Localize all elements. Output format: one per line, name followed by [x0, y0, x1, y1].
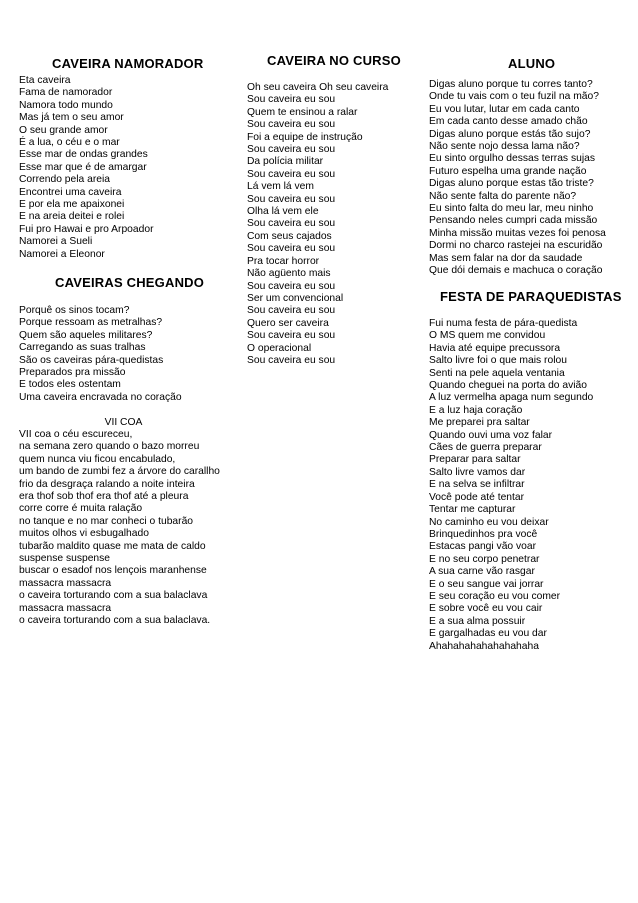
- lyric-line: Uma caveira encravada no coração: [19, 391, 182, 403]
- lyric-line: Quando ouvi uma voz falar: [429, 429, 553, 441]
- lyric-line: A sua carne vão rasgar: [429, 566, 535, 578]
- lyric-line: Não sente nojo dessa lama não?: [429, 141, 580, 153]
- lyric-line: Sou caveira eu sou: [247, 305, 336, 317]
- lyric-line: Porque ressoam as metralhas?: [19, 317, 163, 329]
- lyric-line: Eta caveira: [19, 75, 71, 86]
- lyric-line: Correndo pela areia: [19, 174, 111, 186]
- lyric-line: Fama de namorador: [19, 87, 113, 99]
- lyric-line: Senti na pele aquela ventania: [429, 367, 565, 379]
- lyric-line: Sou caveira eu sou: [247, 193, 336, 205]
- lyric-line: São os caveiras pára-quedistas: [19, 354, 164, 366]
- lyric-line: Onde tu vais com o teu fuzil na mão?: [429, 91, 599, 103]
- lyric-line: Sou caveira eu sou: [247, 330, 336, 342]
- lyrics-caveiras-chegando: [19, 305, 182, 404]
- title-caveira-no-curso: CAVEIRA NO CURSO: [267, 53, 401, 68]
- lyric-line: corre corre é muita ralação: [19, 503, 143, 515]
- lyric-line: VII coa o céu escureceu,: [19, 429, 133, 440]
- lyrics-festa-de-paraquedistas: [429, 318, 593, 653]
- lyric-line: Oh seu caveira Oh seu caveira: [247, 82, 389, 93]
- lyric-line: muitos olhos vi esbugalhado: [19, 528, 149, 540]
- lyric-line: Preparar para saltar: [429, 454, 521, 466]
- lyric-line: Sou caveira eu sou: [247, 354, 336, 366]
- lyric-line: Sou caveira eu sou: [247, 94, 336, 106]
- lyric-line: E por ela me apaixonei: [19, 199, 125, 211]
- lyric-line: Em cada canto desse amado chão: [429, 116, 588, 128]
- lyric-line: Sou caveira eu sou: [247, 144, 336, 156]
- lyric-line: Quem te ensinou a ralar: [247, 106, 358, 118]
- lyric-line: Olha lá vem ele: [247, 206, 319, 218]
- lyric-line: Foi a equipe de instrução: [247, 131, 363, 143]
- lyric-line: Digas aluno porque estás tão sujo?: [429, 128, 591, 140]
- lyrics-caveira-namorador: [19, 75, 154, 261]
- lyric-line: E o seu sangue vai jorrar: [429, 578, 544, 590]
- lyric-line: Esse mar de ondas grandes: [19, 149, 148, 161]
- lyric-line: No caminho eu vou deixar: [429, 516, 549, 528]
- lyric-line: O seu grande amor: [19, 124, 108, 136]
- lyric-line: Sou caveira eu sou: [247, 218, 336, 230]
- lyric-line: Você pode até tentar: [429, 491, 525, 503]
- lyric-line: Porquê os sinos tocam?: [19, 305, 130, 316]
- lyric-line: Quero ser caveira: [247, 317, 329, 329]
- lyric-line: Sou caveira eu sou: [247, 243, 336, 255]
- lyric-line: Estacas pangi vão voar: [429, 541, 537, 553]
- lyric-line: Que dói demais e machuca o coração: [429, 265, 603, 277]
- lyric-line: Sou caveira eu sou: [247, 168, 336, 180]
- lyric-line: Me preparei pra saltar: [429, 417, 530, 429]
- lyric-line: Pensando neles cumpri cada missão: [429, 215, 598, 227]
- lyric-line: Preparados pra missão: [19, 367, 126, 379]
- lyric-line: Eu vou lutar, lutar em cada canto: [429, 103, 580, 115]
- lyrics-vii-coa: [19, 429, 220, 628]
- lyric-line: Namora todo mundo: [19, 99, 113, 111]
- lyric-line: Minha missão muitas vezes foi penosa: [429, 227, 606, 239]
- lyric-line: no tanque e no mar conheci o tubarão: [19, 515, 194, 527]
- lyric-line: Carregando as suas tralhas: [19, 342, 146, 354]
- lyric-line: E seu coração eu vou comer: [429, 590, 561, 602]
- lyric-line: E na selva se infiltrar: [429, 479, 525, 491]
- lyric-line: buscar o esadof nos lençois maranhense: [19, 565, 207, 577]
- title-caveiras-chegando: CAVEIRAS CHEGANDO: [55, 275, 205, 290]
- lyrics-aluno: [429, 79, 606, 278]
- lyric-line: Não sente falta do parente não?: [429, 190, 577, 202]
- lyric-line: Encontrei uma caveira: [19, 186, 122, 198]
- lyric-line: Lá vem lá vem: [247, 181, 314, 193]
- lyric-line: massacra massacra: [19, 577, 112, 589]
- lyric-line: Quem são aqueles militares?: [19, 329, 153, 341]
- lyric-line: Eu sinto orgulho dessas terras sujas: [429, 153, 595, 165]
- lyric-line: E gargalhadas eu vou dar: [429, 628, 547, 640]
- lyric-line: Não agüento mais: [247, 268, 331, 280]
- lyric-line: Namorei a Eleonor: [19, 248, 105, 260]
- lyric-line: Esse mar que é de amargar: [19, 161, 147, 173]
- lyric-line: E sobre você eu vou cair: [429, 603, 543, 615]
- lyric-line: Salto livre foi o que mais rolou: [429, 355, 567, 367]
- lyric-line: Sou caveira eu sou: [247, 280, 336, 292]
- lyric-line: E no seu corpo penetrar: [429, 553, 540, 565]
- lyric-line: um bando de zumbi fez a árvore do carallho: [19, 466, 220, 478]
- lyric-line: Dormi no charco rastejei na escuridão: [429, 240, 603, 252]
- lyric-line: o caveira torturando com a sua balaclava: [19, 590, 208, 602]
- lyric-line: Pra tocar horror: [247, 255, 320, 267]
- lyric-line: suspense suspense: [19, 553, 111, 565]
- lyric-line: Fui pro Hawai e pro Arpoador: [19, 223, 154, 235]
- lyric-line: A luz vermelha apaga num segundo: [429, 392, 594, 404]
- lyric-line: Sou caveira eu sou: [247, 119, 336, 131]
- lyric-line: Tentar me capturar: [429, 504, 516, 516]
- lyric-line: Ser um convencional: [247, 292, 344, 304]
- lyric-line: Ahahahahahahahahaha: [429, 640, 539, 652]
- lyric-line: Eu sinto falta do meu lar, meu ninho: [429, 203, 594, 215]
- lyric-line: O MS quem me convidou: [429, 330, 546, 342]
- lyric-line: Fui numa festa de pára-quedista: [429, 318, 578, 329]
- lyric-line: na semana zero quando o bazo morreu: [19, 441, 200, 453]
- lyric-line: Havia até equipe precussora: [429, 342, 561, 354]
- lyric-line: Salto livre vamos dar: [429, 466, 526, 478]
- lyric-line: Quando cheguei na porta do avião: [429, 380, 588, 392]
- lyric-line: E na areia deitei e rolei: [19, 211, 125, 223]
- lyric-line: tubarão maldito quase me mata de caldo: [19, 540, 206, 552]
- lyric-line: frio da desgraça ralando a noite inteira: [19, 478, 195, 490]
- lyric-line: massacra massacra: [19, 602, 112, 614]
- lyric-line: Com seus cajados: [247, 230, 332, 242]
- lyric-line: Da polícia militar: [247, 156, 324, 168]
- lyric-line: Digas aluno porque tu corres tanto?: [429, 79, 593, 90]
- lyric-line: Cães de guerra preparar: [429, 442, 542, 454]
- lyric-line: O operacional: [247, 342, 312, 354]
- title-caveira-namorador: CAVEIRA NAMORADOR: [52, 56, 204, 71]
- lyric-line: É a lua, o céu e o mar: [19, 137, 120, 149]
- lyric-line: Mas já tem o seu amor: [19, 112, 124, 124]
- lyric-line: Futuro espelha uma grande nação: [429, 165, 587, 177]
- lyric-line: E a luz haja coração: [429, 404, 523, 416]
- lyric-line: quem nunca viu ficou encabulado,: [19, 453, 176, 465]
- lyric-line: E todos eles ostentam: [19, 379, 121, 391]
- lyric-line: Digas aluno porque estas tão triste?: [429, 178, 594, 190]
- lyric-line: o caveira torturando com a sua balaclava.: [19, 615, 211, 627]
- lyric-line: Brinquedinhos pra você: [429, 528, 538, 540]
- lyric-line: E a sua alma possuir: [429, 615, 526, 627]
- title-festa-de-paraquedistas: FESTA DE PARAQUEDISTAS: [440, 289, 622, 304]
- lyric-line: Mas sem falar na dor da saudade: [429, 252, 583, 264]
- lyric-line: era thof sob thof era thof até a pleura: [19, 491, 189, 503]
- lyric-line: Namorei a Sueli: [19, 236, 93, 248]
- title-aluno: ALUNO: [508, 56, 556, 71]
- title-vii-coa: VII COA: [104, 417, 143, 428]
- lyrics-caveira-no-curso: [247, 82, 388, 367]
